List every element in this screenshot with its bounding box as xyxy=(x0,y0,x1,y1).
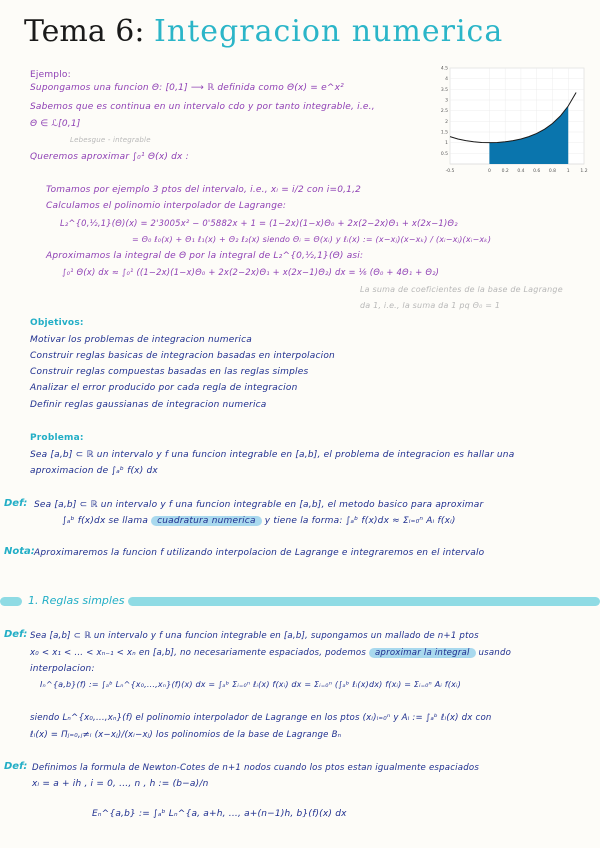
problem-heading: Problema: xyxy=(30,433,84,443)
y-tick-label: 0.5 xyxy=(440,151,448,157)
def3-line-3: Eₙ^{a,b} := ∫ₐᵇ Lₙ^{a, a+h, ..., a+(n−1)h, b}(f)(x) dx xyxy=(92,809,347,819)
problem-line-2: aproximacion de ∫ₐᵇ f(x) dx xyxy=(30,466,158,476)
note-label: Nota: xyxy=(4,546,35,557)
x-tick-label: 0.8 xyxy=(548,169,557,174)
example-line-6: Calculamos el polinomio interpolador de Lagrange: xyxy=(46,201,287,211)
section-number: 1. xyxy=(28,594,39,607)
x-tick-label: 0.4 xyxy=(517,169,525,174)
def1-line-2 xyxy=(62,515,456,527)
x-tick-label: 0.6 xyxy=(533,169,541,174)
example-line-9: Aproximamos la integral de Θ por la integral de L₂^{0,½,1}(Θ) asi: xyxy=(46,251,364,261)
objective-item: Analizar el error producido por cada regla de integracion xyxy=(30,383,298,393)
example-line-7: L₂^{0,½,1}(Θ)(x) = 2'3005x² − 0'5882x + 1 = (1−2x)(1−x)Θ₀ + 2x(2−2x)Θ₁ + x(2x−1)Θ₂ xyxy=(60,218,458,228)
objective-item: Motivar los problemas de integracion numerica xyxy=(30,335,252,345)
x-tick-label: -0.5 xyxy=(445,169,455,174)
note-text: Aproximaremos la funcion f utilizando interpolacion de Lagrange e integraremos en el intervalo xyxy=(34,548,485,558)
def1-line-1: Sea [a,b] ⊂ ℝ un intervalo y f una funcion integrable en [a,b], el metodo basico para aproximar xyxy=(34,500,484,510)
approx-highlight: aproximar la integral xyxy=(369,648,476,658)
cuadratura-highlight: cuadratura numerica xyxy=(151,516,262,526)
def2-line-2a: x₀ < x₁ < ... < xₙ₋₁ < xₙ en [a,b], no necesariamente espaciados, podemos xyxy=(30,648,367,658)
def2-line-2 xyxy=(30,647,511,659)
def2-line-6: ℓᵢ(x) = Πⱼ₌₀,ⱼ≠ᵢ (x−xⱼ)/(xᵢ−xⱼ) los polinomios de la base de Lagrange Bₙ xyxy=(30,730,342,740)
grey-note-2: da 1, i.e., la suma da 1 pq Θ₀ = 1 xyxy=(360,301,501,310)
objective-item: Construir reglas compuestas basadas en las reglas simples xyxy=(30,367,309,377)
def-label: Def: xyxy=(4,761,28,772)
def2-line-3: interpolacion: xyxy=(30,664,95,674)
x-tick-label: 1 xyxy=(566,169,570,174)
example-line-4: Queremos aproximar ∫₀¹ Θ(x) dx : xyxy=(30,152,189,162)
x-tick-label: 0.2 xyxy=(501,169,509,174)
def1-line-2b: y tiene la forma: ∫ₐᵇ f(x)dx ≈ Σᵢ₌₀ⁿ Aᵢ f(xᵢ) xyxy=(264,516,456,526)
y-tick-label: 3.5 xyxy=(440,87,448,93)
objective-item: Construir reglas basicas de integracion basadas en interpolacion xyxy=(30,351,335,361)
y-tick-label: 4.5 xyxy=(440,66,448,72)
objective-item: Definir reglas gaussianas de integracion numerica xyxy=(30,400,267,410)
y-tick-label: 4 xyxy=(445,77,448,83)
y-tick-label: 1.5 xyxy=(440,130,448,136)
y-tick-label: 2 xyxy=(445,119,448,125)
example-line-5: Tomamos por ejemplo 3 ptos del intervalo, i.e., xᵢ = i/2 con i=0,1,2 xyxy=(46,185,362,195)
def2-line-1: Sea [a,b] ⊂ ℝ un intervalo y f una funcion integrable en [a,b], supongamos un mallado de n+1 ptos xyxy=(30,631,479,641)
y-tick-label: 2.5 xyxy=(440,109,448,115)
grey-note-1: La suma de coeficientes de la base de Lagrange xyxy=(360,285,563,294)
title-prefix: Tema 6: xyxy=(24,14,145,49)
def2-line-5: siendo Lₙ^{x₀,...,xₙ}(f) el polinomio interpolador de Lagrange en los ptos (xᵢ)ᵢ₌₀ⁿ y Aᵢ := ∫ₐᵇ ℓᵢ(x) dx con xyxy=(30,713,492,723)
example-line-2: Sabemos que es continua en un intervalo cdo y por tanto integrable, i.e., xyxy=(30,102,375,112)
def3-line-1: Definimos la formula de Newton-Cotes de n+1 nodos cuando los ptos estan igualmente espaciados xyxy=(32,763,480,773)
example-line-3: Θ ∈ ℒ[0,1] xyxy=(30,119,81,129)
def-label: Def: xyxy=(4,629,28,640)
function-plot-svg xyxy=(440,64,590,176)
section-heading xyxy=(28,594,124,608)
example-line-1: Supongamos una funcion Θ: [0,1] ⟶ ℝ definida como Θ(x) = e^x² xyxy=(30,83,344,93)
def-label: Def: xyxy=(4,498,28,509)
page-title xyxy=(24,12,503,52)
example-heading: Ejemplo: xyxy=(30,70,71,80)
y-tick-label: 3 xyxy=(445,98,448,104)
section-bar-right xyxy=(128,597,600,606)
x-tick-label: 0 xyxy=(487,169,491,174)
def2-line-4: Iₙ^{a,b}(f) := ∫ₐᵇ Lₙ^{x₀,...,xₙ}(f)(x) dx = ∫ₐᵇ Σᵢ₌₀ⁿ ℓᵢ(x) f(xᵢ) dx = Σᵢ₌₀ⁿ (∫ₐᵇ ℓᵢ(x)dx) f(xᵢ) = Σᵢ₌₀ⁿ Aᵢ f(xᵢ) xyxy=(40,680,461,689)
section-title: Reglas simples xyxy=(42,594,125,607)
def1-line-2a: ∫ₐᵇ f(x)dx se llama xyxy=(62,516,149,526)
def3-line-2: xᵢ = a + ih , i = 0, ..., n , h := (b−a)/n xyxy=(32,779,209,789)
title-main: Integracion numerica xyxy=(154,14,504,49)
lebesgue-note: Lebesgue - integrable xyxy=(70,136,151,144)
problem-line-1: Sea [a,b] ⊂ ℝ un intervalo y f una funcion integrable en [a,b], el problema de integracion es hallar una xyxy=(30,450,515,460)
def2-line-2b: usando xyxy=(478,648,512,658)
example-line-10: ∫₀¹ Θ(x) dx ≈ ∫₀¹ ((1−2x)(1−x)Θ₀ + 2x(2−2x)Θ₁ + x(2x−1)Θ₂) dx = ⅙ (Θ₀ + 4Θ₁ + Θ₂) xyxy=(62,267,440,277)
example-line-8: = Θ₀ ℓ₀(x) + Θ₁ ℓ₁(x) + Θ₂ ℓ₂(x) siendo Θᵢ = Θ(xᵢ) y ℓᵢ(x) := (x−xⱼ)(x−xₖ) / (xᵢ−xⱼ)(xᵢ−xₖ) xyxy=(132,235,492,244)
y-tick-label: 1 xyxy=(445,141,448,147)
function-plot xyxy=(440,64,590,176)
objectives-heading: Objetivos: xyxy=(30,318,84,328)
section-bar-left xyxy=(0,597,22,606)
x-tick-label: 1.2 xyxy=(580,169,588,174)
